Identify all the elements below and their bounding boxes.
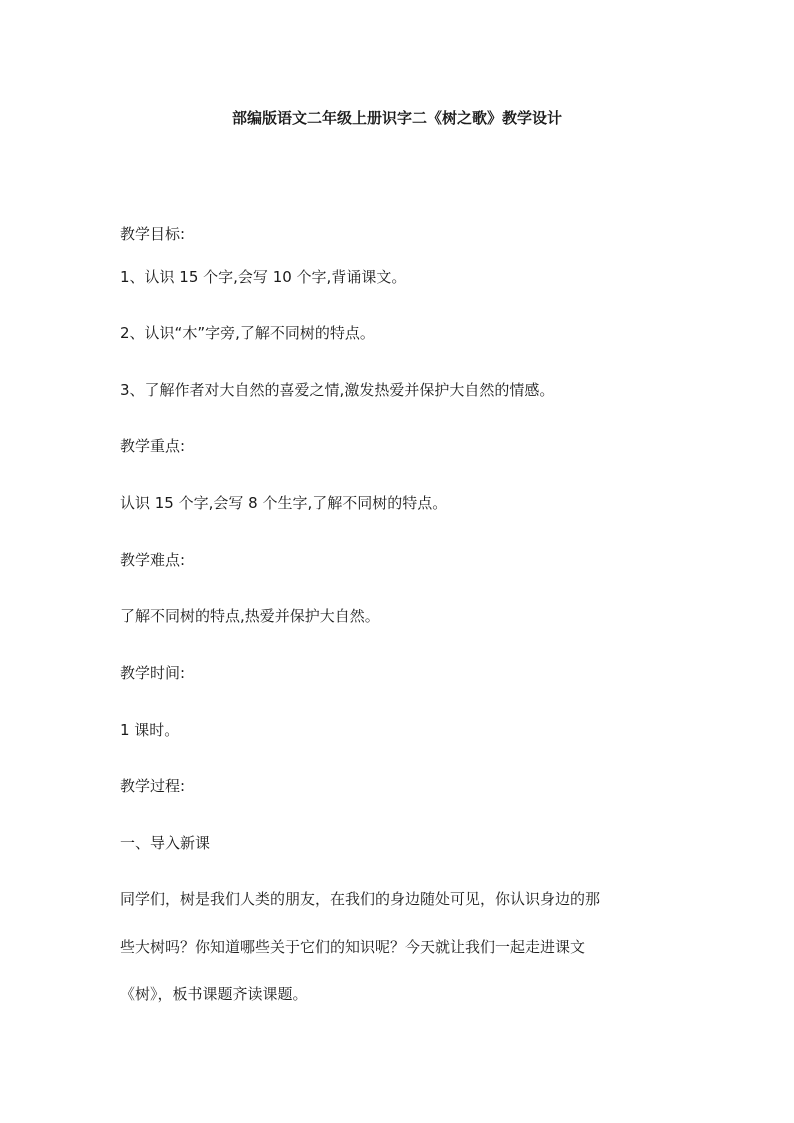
- difficulties-text: 了解不同树的特点,热爱并保护大自然。: [120, 607, 380, 625]
- process-heading: 教学过程:: [120, 777, 186, 795]
- key-points-text: 认识 15 个字,会写 8 个生字,了解不同树的特点。: [120, 494, 448, 512]
- difficulties-heading: 教学难点:: [120, 551, 186, 569]
- section-1-paragraph-line-3: 《树》，板书课题齐读课题。: [120, 985, 308, 1003]
- goal-item-1: 1、认识 15 个字,会写 10 个字,背诵课文。: [120, 268, 407, 286]
- key-points-heading: 教学重点:: [120, 437, 186, 455]
- goals-heading: 教学目标:: [120, 225, 186, 243]
- time-heading: 教学时间:: [120, 664, 186, 682]
- time-text: 1 课时。: [120, 721, 180, 739]
- section-1-paragraph-line-2: 些大树吗？你知道哪些关于它们的知识呢？今天就让我们一起走进课文: [120, 938, 586, 956]
- goal-item-2: 2、认识“木”字旁,了解不同树的特点。: [120, 324, 375, 342]
- section-1-heading: 一、导入新课: [120, 834, 211, 852]
- section-1-paragraph-line-1: 同学们，树是我们人类的朋友，在我们的身边随处可见，你认识身边的那: [120, 890, 601, 908]
- goal-item-3: 3、了解作者对大自然的喜爱之情,激发热爱并保护大自然的情感。: [120, 381, 555, 399]
- document-title: 部编版语文二年级上册识字二《树之歌》教学设计: [231, 109, 562, 127]
